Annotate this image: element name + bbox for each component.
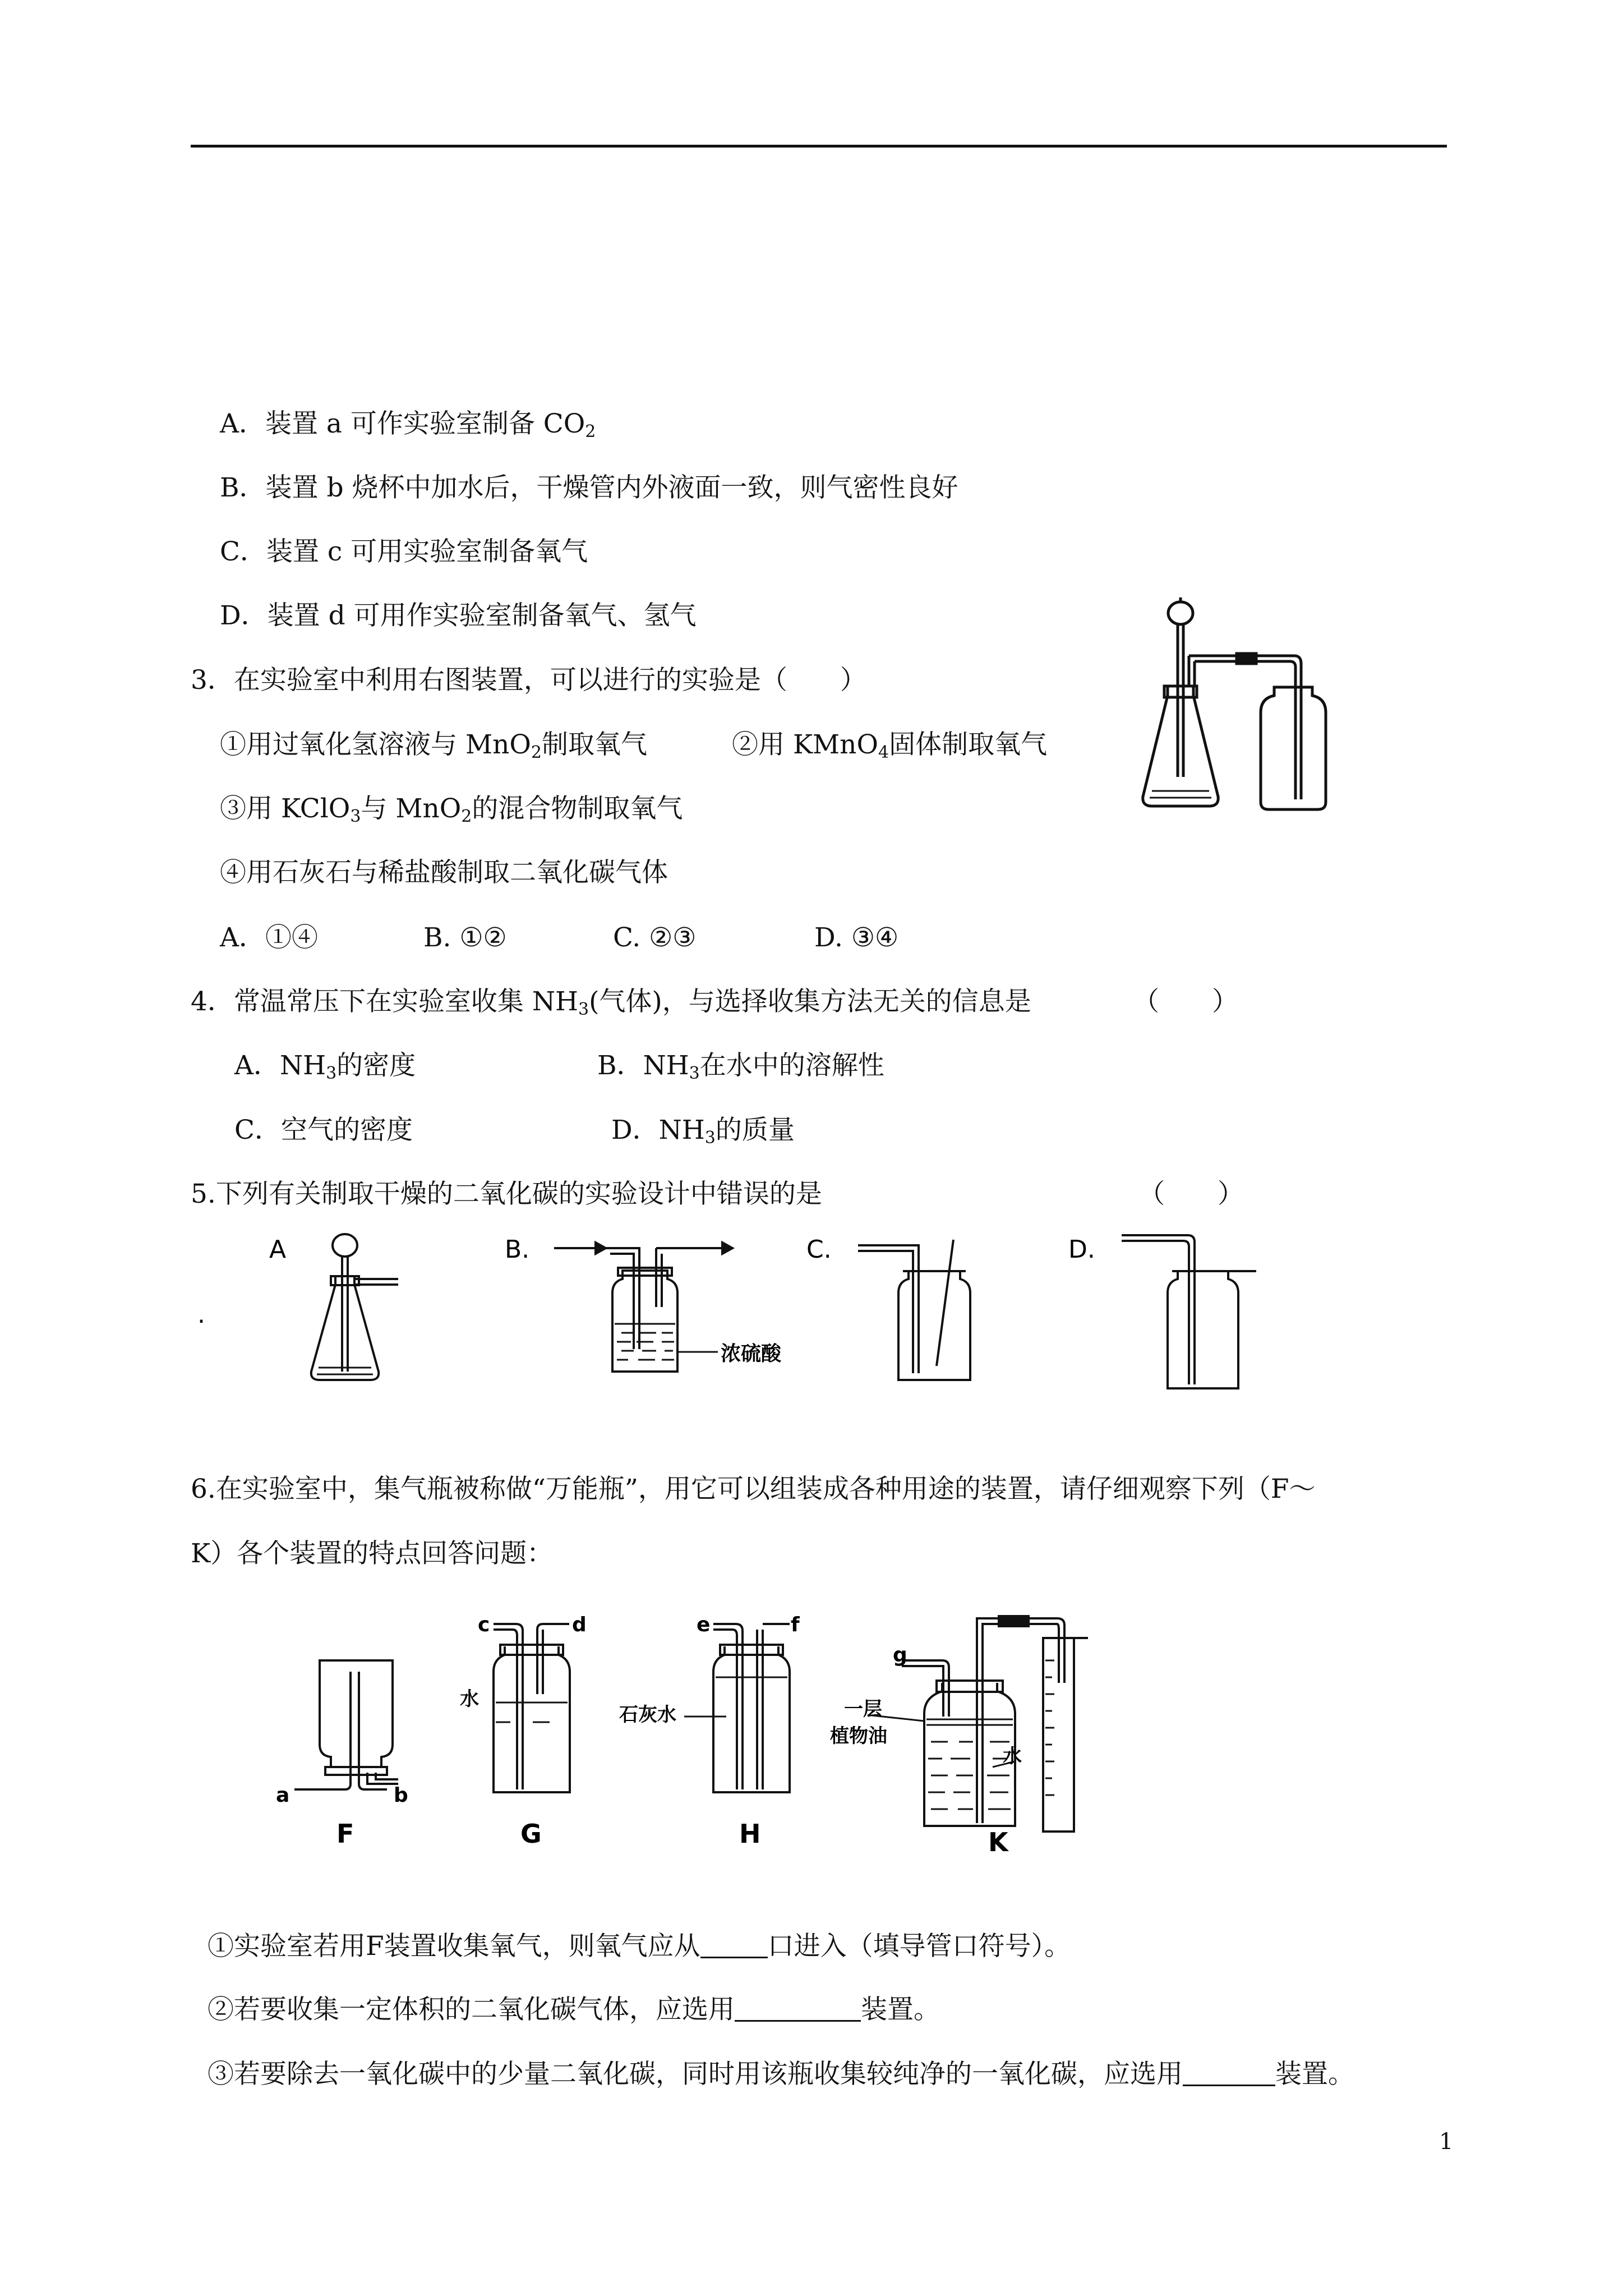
q5-dot: . <box>197 1300 205 1329</box>
q2-option-b: B．装置 b 烧杯中加水后，干燥管内外液面一致，则气密性良好 <box>220 472 958 503</box>
q3-item-1: ①用过氧化氢溶液与 MnO$_2$制取氧气 <box>220 729 647 762</box>
q6-sub-1: ①实验室若用F装置收集氧气，则氧气应从 口进入（填导管口符号）。 <box>208 1931 1071 1962</box>
q5-figure <box>191 1223 1290 1397</box>
q6-sub-2: ②若要收集一定体积的二氧化碳气体，应选用 装置。 <box>208 1994 940 2025</box>
q6-label-H: H <box>739 1819 761 1849</box>
q5-label-a: A <box>269 1235 287 1264</box>
header-rule <box>191 145 1447 148</box>
q5-apparatus-c <box>858 1240 970 1380</box>
q4-option-d: D．$NH_3$的质量 <box>611 1115 795 1148</box>
q3-item-4: ④用石灰石与稀盐酸制取二氧化碳气体 <box>220 857 668 888</box>
q6-sub2-answer-blank[interactable] <box>735 1995 861 2022</box>
q3-choice-a: A．①④ <box>220 922 318 953</box>
q6-label-a: a <box>276 1784 290 1807</box>
q5-acid-label: 浓硫酸 <box>721 1342 782 1365</box>
q6-label-oil-line1: 一层 <box>844 1698 882 1720</box>
q6-sub1-answer-blank[interactable] <box>700 1932 768 1958</box>
q6-figure <box>269 1604 1133 1851</box>
q6-label-water-g: 水 <box>460 1688 479 1710</box>
q3-stem: 3．在实验室中利用右图装置，可以进行的实验是（ ） <box>191 665 866 696</box>
q3-item-2: ②用 KMnO$_4$固体制取氧气 <box>732 729 1048 762</box>
q6-stem-line1: 6.在实验室中，集气瓶被称做“万能瓶”，用它可以组装成各种用途的装置，请仔细观察下列（F～ <box>191 1474 1316 1504</box>
q4-option-a: A．$NH_3$的密度 <box>234 1050 416 1083</box>
q3-apparatus-figure <box>1133 597 1335 816</box>
q6-label-c: c <box>478 1613 490 1636</box>
q6-bottle-g <box>494 1624 570 1792</box>
q6-bottle-f <box>294 1660 398 1789</box>
q2-option-d: D．装置 d 可用作实验室制备氧气、氢气 <box>220 600 697 631</box>
q6-label-g: g <box>893 1644 907 1667</box>
q6-label-f: f <box>791 1613 800 1636</box>
page-number: 1 <box>1439 2129 1454 2155</box>
q3-choice-c: C. ②③ <box>613 922 697 953</box>
q6-bottle-h <box>713 1624 790 1792</box>
q6-label-F: F <box>336 1819 354 1849</box>
q6-label-water-k: 水 <box>1003 1745 1022 1768</box>
q5-label-b: B. <box>505 1235 530 1264</box>
q6-label-b: b <box>394 1784 408 1807</box>
q6-stem-line2: K）各个装置的特点回答问题： <box>191 1538 554 1569</box>
q2-option-c: C．装置 c 可用实验室制备氧气 <box>220 536 588 567</box>
q3-choice-b: B. ①② <box>423 922 507 953</box>
q5-label-c: C. <box>806 1235 832 1264</box>
q5-apparatus-a <box>311 1234 398 1380</box>
q6-sub3-answer-blank[interactable] <box>1183 2060 1275 2086</box>
q5-apparatus-d <box>1122 1235 1256 1388</box>
q6-label-d: d <box>572 1613 587 1636</box>
q3-item-3: ③用 KClO$_3$与 MnO$_2$的混合物制取氧气 <box>220 793 683 826</box>
q6-label-limewater: 石灰水 <box>619 1704 676 1726</box>
q6-label-oil-line2: 植物油 <box>830 1725 887 1747</box>
q4-option-c: C．空气的密度 <box>234 1115 413 1145</box>
q4-option-b: B．$NH_3$在水中的溶解性 <box>597 1050 884 1083</box>
q6-label-e: e <box>697 1613 711 1636</box>
q6-label-K: K <box>988 1827 1008 1851</box>
q6-label-G: G <box>520 1819 542 1849</box>
q4-stem: 4．常温常压下在实验室收集 $NH_3$(气体)，与选择收集方法无关的信息是 <box>191 986 1031 1019</box>
q6-sub-3: ③若要除去一氧化碳中的少量二氧化碳，同时用该瓶收集较纯净的一氧化碳，应选用 装置。 <box>208 2059 1354 2090</box>
q4-paren: （ ） <box>1133 986 1238 1017</box>
q3-choice-d: D. ③④ <box>814 922 899 953</box>
q5-stem: 5.下列有关制取干燥的二氧化碳的实验设计中错误的是 <box>191 1179 822 1209</box>
q5-paren: （ ） <box>1138 1179 1244 1209</box>
q2-option-a: A．装置 a 可作实验室制备 $CO_2$ <box>220 408 596 441</box>
q5-label-d: D. <box>1068 1235 1095 1264</box>
